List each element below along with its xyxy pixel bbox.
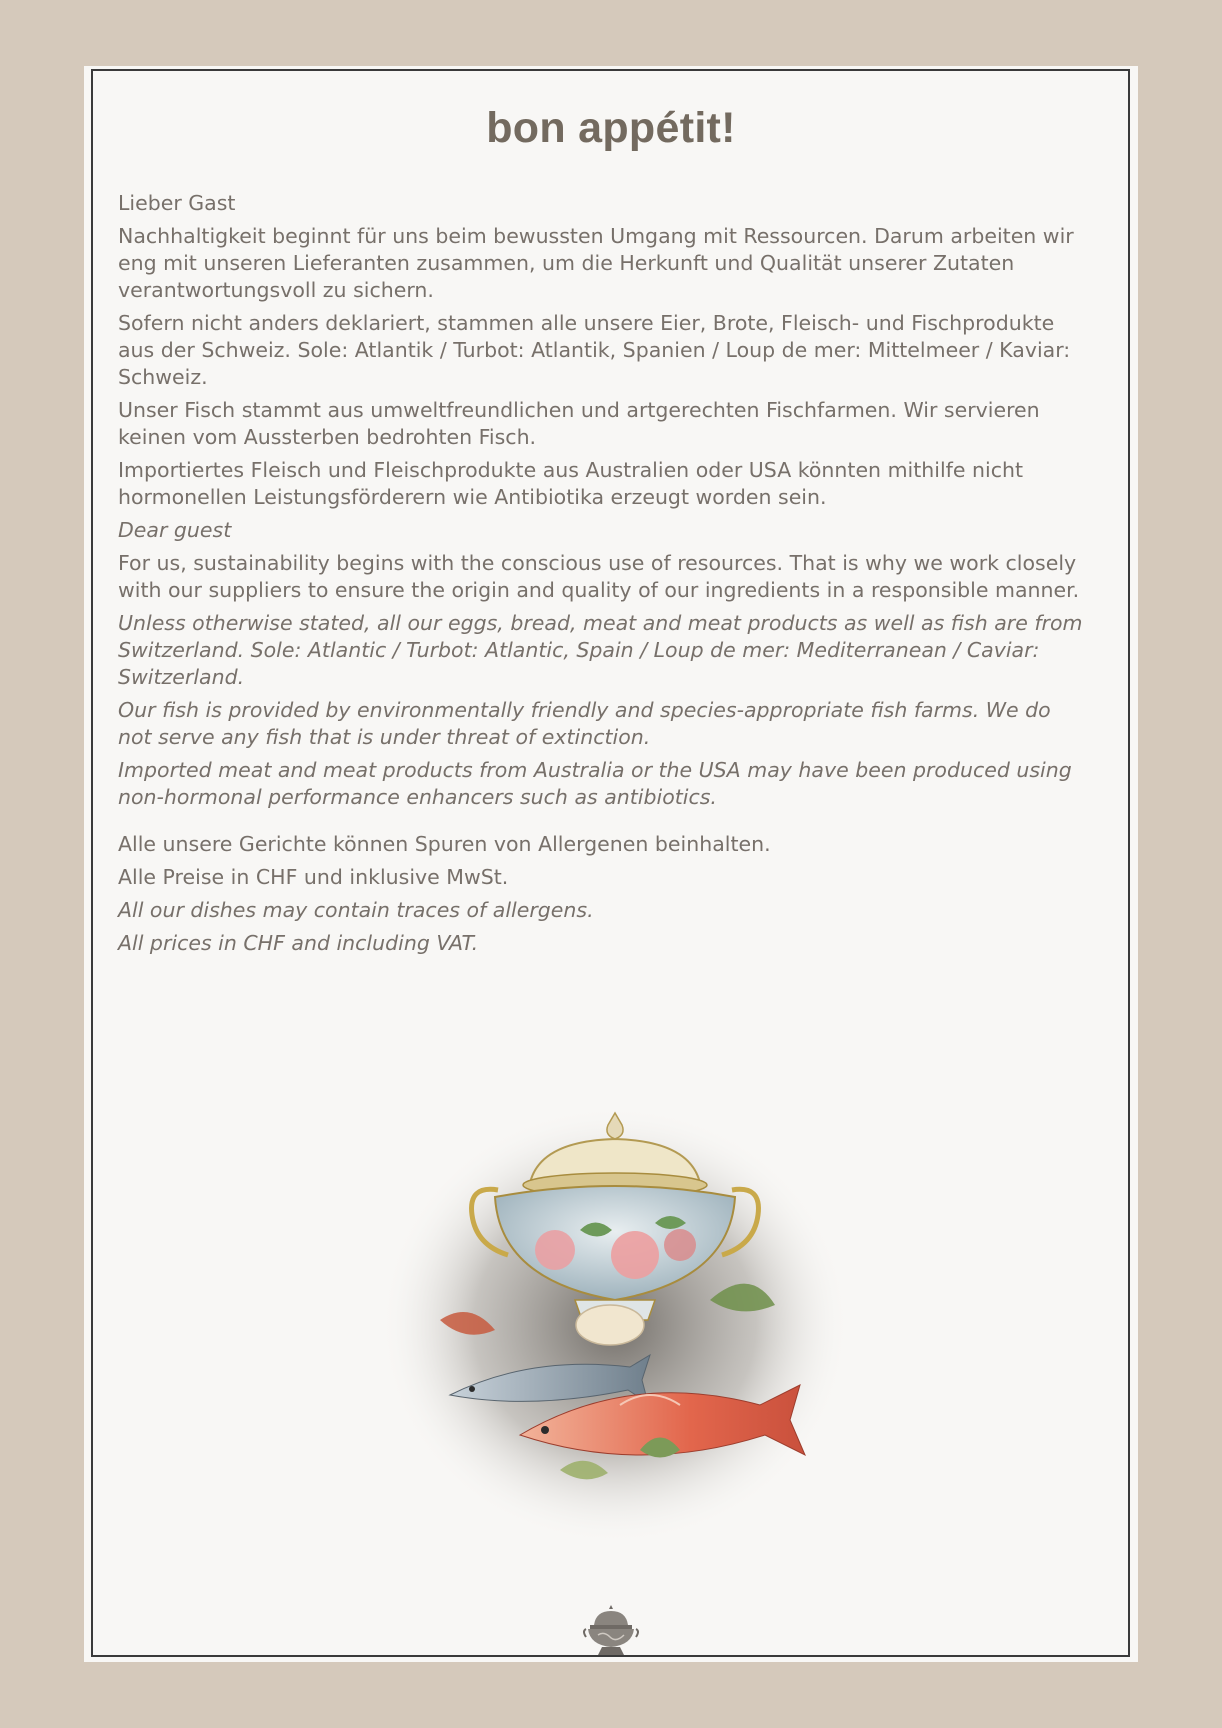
english-paragraph-fish: Our fish is provided by environmentally friendly and species-appropriate fish farms. We do not serve any fish that is under threat of extinction. bbox=[118, 698, 1051, 749]
english-paragraph-sustainability: For us, sustainability begins with the conscious use of resources. That is why we work closely with our suppliers to ensure the origin and quality of our ingredients in a responsible manner. bbox=[118, 551, 1080, 602]
english-paragraph-meat: Imported meat and meat products from Australia or the USA may have been produced using non-hormonal performance enhancers such as antibiotics. bbox=[118, 758, 1072, 809]
allergen-note-german: Alle unsere Gerichte können Spuren von Allergenen beinhalten. bbox=[118, 832, 771, 856]
german-paragraph-sustainability: Nachhaltigkeit beginnt für uns beim bewussten Umgang mit Ressourcen. Darum arbeiten wir eng mit unseren Lieferanten zusammen, um die Herkunft und Qualität unserer Zutaten verantwortungsvoll zu sichern. bbox=[118, 224, 1074, 302]
german-paragraph-origin: Sofern nicht anders deklariert, stammen alle unsere Eier, Brote, Fleisch- und Fischprodukte aus der Schweiz. Sole: Atlantik / Turbot: Atlantik, Spanien / Loup de mer: Mittelmeer / Kaviar: Schweiz. bbox=[118, 311, 1071, 389]
price-note-english: All prices in CHF and including VAT. bbox=[118, 931, 479, 955]
price-note-german: Alle Preise in CHF und inklusive MwSt. bbox=[118, 865, 509, 889]
menu-text bbox=[118, 190, 1088, 963]
english-greeting: Dear guest bbox=[118, 518, 232, 542]
german-greeting: Lieber Gast bbox=[118, 191, 236, 215]
english-paragraph-origin: Unless otherwise stated, all our eggs, bread, meat and meat products as well as fish are from Switzerland. Sole: Atlantic / Turbot: Atlantic, Spain / Loup de mer: Mediterranean / Caviar: Switzerland. bbox=[118, 611, 1083, 689]
page-title: bon appétit! bbox=[486, 104, 736, 152]
tureen-icon bbox=[580, 1605, 642, 1657]
tureen-with-fish-icon bbox=[380, 1105, 850, 1545]
german-paragraph-meat: Importiertes Fleisch und Fleischprodukte aus Australien oder USA könnten mithilfe nicht hormonellen Leistungsförderern wie Antibiotika erzeugt worden sein. bbox=[118, 458, 1023, 509]
german-paragraph-fish: Unser Fisch stammt aus umweltfreundlichen und artgerechten Fischfarmen. Wir servieren keinen vom Aussterben bedrohten Fisch. bbox=[118, 398, 1040, 449]
allergen-note-english: All our dishes may contain traces of allergens. bbox=[118, 898, 594, 922]
